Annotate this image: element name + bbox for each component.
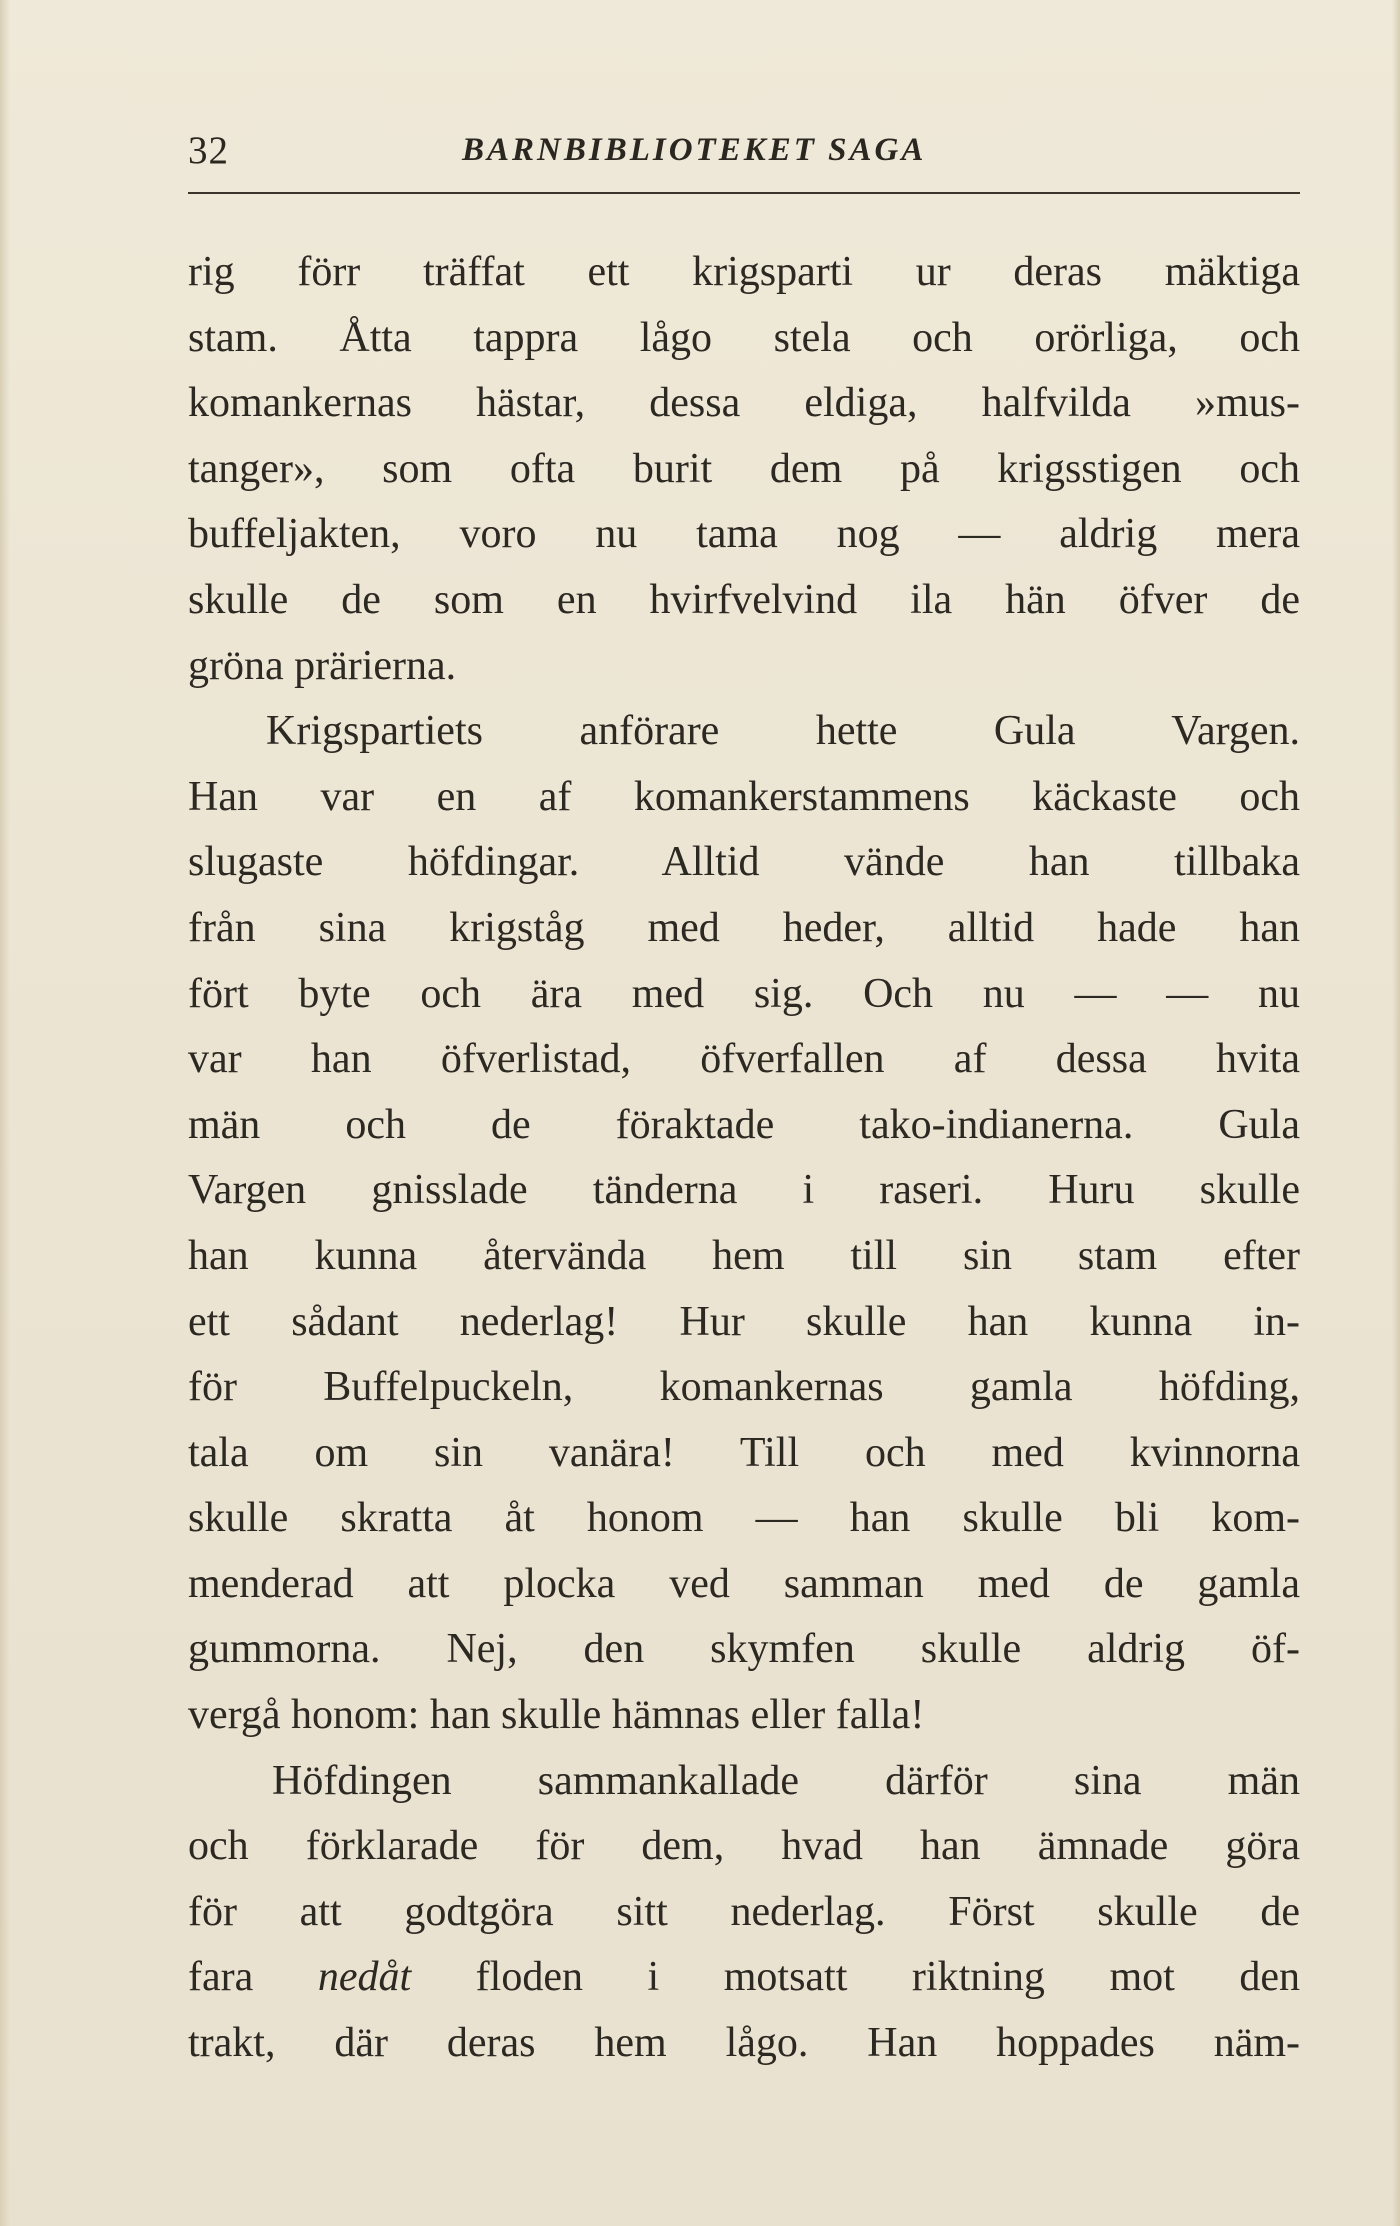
text-line-paragraph-end: vergå honom: han skulle hämnas eller falla! [188, 1692, 925, 1739]
text-line: menderad att plocka ved samman med de gamla [188, 1560, 1300, 1607]
text-line: och förklarade för dem, hvad han ämnade göra [188, 1823, 1300, 1870]
text-line: från sina krigståg med heder, alltid hade han [188, 904, 1300, 951]
body-text [188, 240, 1300, 2077]
text-line: rig förr träffat ett krigsparti ur deras mäktiga [188, 249, 1300, 295]
text-line-paragraph-end: gröna prärierna. [188, 642, 457, 689]
emphasized-word: nedåt [317, 1954, 412, 2001]
text-line-paragraph-start: Höfdingen sammankallade därför sina män [272, 1757, 1300, 1804]
text-line: Han var en af komankerstammens käckaste och [188, 773, 1300, 820]
page-edge-right [1392, 0, 1400, 2226]
text-line: trakt, där deras hem lågo. Han hoppades näm- [188, 2020, 1300, 2067]
text-line: skulle skratta åt honom — han skulle bli kom- [188, 1495, 1300, 1542]
text-line: ett sådant nederlag! Hur skulle han kunna in- [188, 1298, 1300, 1345]
text-line: män och de föraktade tako-indianerna. Gula [188, 1101, 1300, 1148]
text-line: var han öfverlistad, öfverfallen af dessa hvita [188, 1036, 1300, 1083]
page-number: 32 [188, 129, 229, 172]
running-head-title: BARNBIBLIOTEKET SAGA [462, 132, 927, 168]
page-edge-left [0, 0, 10, 2226]
text-line: komankernas hästar, dessa eldiga, halfvilda »mus- [188, 380, 1300, 427]
header-rule [188, 192, 1300, 194]
text-line: tanger», som ofta burit dem på krigsstigen och [188, 445, 1300, 492]
text-line: fört byte och ära med sig. Och nu — — nu [188, 970, 1300, 1017]
text-line: för att godtgöra sitt nederlag. Först skulle de [188, 1888, 1300, 1935]
text-line: tala om sin vanära! Till och med kvinnorna [188, 1429, 1300, 1476]
text-line: buffeljakten, voro nu tama nog — aldrig mera [188, 511, 1300, 558]
text-line: Vargen gnisslade tänderna i raseri. Huru skulle [188, 1167, 1300, 1214]
text-line: gummorna. Nej, den skymfen skulle aldrig öf- [188, 1626, 1300, 1673]
text-line: skulle de som en hvirfvelvind ila hän öfver de [188, 576, 1300, 623]
text-line: fara nedåt floden i motsatt riktning mot den [188, 1954, 1300, 2001]
text-line: för Buffelpuckeln, komankernas gamla höfding, [188, 1364, 1300, 1411]
text-line: stam. Åtta tappra lågo stela och orörliga, och [188, 314, 1300, 361]
text-line: slugaste höfdingar. Alltid vände han tillbaka [188, 839, 1300, 886]
text-line-paragraph-start: Krigspartiets anförare hette Gula Vargen. [266, 708, 1300, 755]
running-head [188, 128, 1300, 188]
text-line: han kunna återvända hem till sin stam efter [188, 1232, 1300, 1279]
